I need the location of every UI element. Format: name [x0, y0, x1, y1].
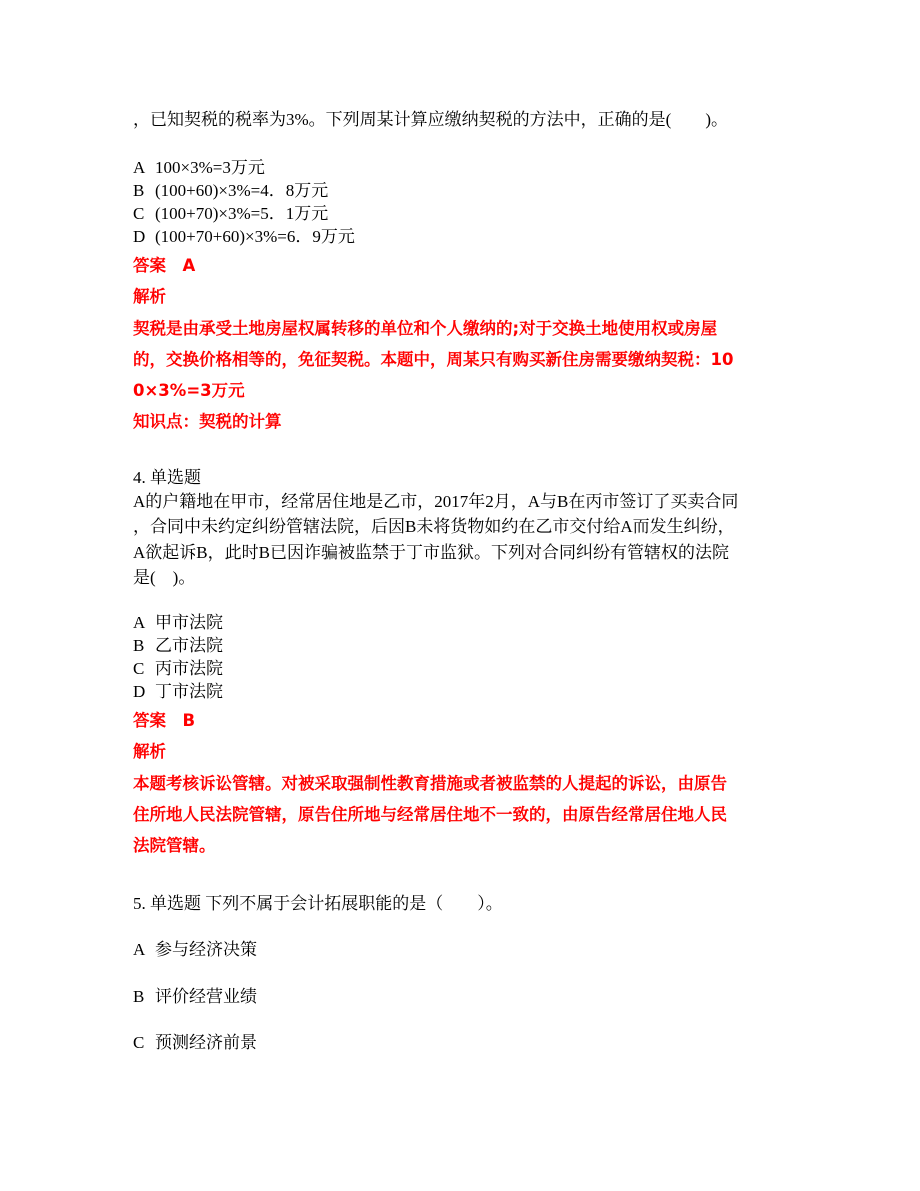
answer: 答案 B	[133, 711, 196, 730]
option-text: 评价经营业绩	[155, 987, 257, 1006]
option-b	[133, 635, 223, 657]
option-d	[133, 681, 223, 703]
option-text: 甲市法院	[155, 613, 223, 632]
option-text: (100+70)×3%=5．1万元	[155, 204, 329, 223]
option-letter: A	[133, 158, 146, 177]
analysis-line: 的，交换价格相等的，免征契税。本题中，周某只有购买新住房需要缴纳契税：10	[133, 350, 734, 369]
option-letter: A	[133, 613, 146, 632]
option-text: 预测经济前景	[155, 1033, 257, 1052]
option-letter: C	[133, 659, 145, 678]
question-stem-line: A欲起诉B，此时B已因诈骗被监禁于丁市监狱。下列对合同纠纷有管辖权的法院	[133, 543, 729, 562]
option-letter: C	[133, 1033, 145, 1052]
question-heading: 4. 单选题	[133, 468, 201, 487]
question-heading: 5. 单选题 下列不属于会计拓展职能的是（ ）。	[133, 894, 503, 913]
analysis-line: 0×3%=3万元	[133, 381, 245, 400]
knowledge-point: 知识点：契税的计算	[133, 412, 282, 431]
analysis-label: 解析	[133, 742, 166, 761]
option-letter: D	[133, 227, 146, 246]
option-letter: C	[133, 204, 145, 223]
option-c	[133, 1032, 257, 1054]
option-letter: A	[133, 940, 146, 959]
question-stem: ，已知契税的税率为3%。下列周某计算应缴纳契税的方法中，正确的是( )。	[133, 110, 728, 129]
option-b	[133, 986, 257, 1008]
option-b	[133, 180, 328, 202]
option-text: (100+60)×3%=4．8万元	[155, 181, 329, 200]
analysis-label: 解析	[133, 287, 166, 306]
analysis-line: 住所地人民法院管辖，原告住所地与经常居住地不一致的，由原告经常居住地人民	[133, 805, 727, 824]
option-c	[133, 203, 328, 225]
option-letter: B	[133, 636, 145, 655]
answer: 答案 A	[133, 256, 196, 275]
option-letter: B	[133, 987, 145, 1006]
question-stem-line: A的户籍地在甲市，经常居住地是乙市，2017年2月，A与B在丙市签订了买卖合同	[133, 492, 739, 511]
question-stem-line: 是( )。	[133, 568, 196, 587]
option-a	[133, 612, 223, 634]
analysis-line: 契税是由承受土地房屋权属转移的单位和个人缴纳的;对于交换土地使用权或房屋	[133, 319, 718, 338]
option-a	[133, 157, 265, 179]
option-text: 丙市法院	[155, 659, 223, 678]
analysis-line: 法院管辖。	[133, 836, 216, 855]
option-letter: B	[133, 181, 145, 200]
option-text: (100+70+60)×3%=6．9万元	[155, 227, 355, 246]
option-text: 100×3%=3万元	[155, 158, 265, 177]
option-c	[133, 658, 223, 680]
option-text: 丁市法院	[155, 682, 223, 701]
option-text: 参与经济决策	[155, 940, 257, 959]
option-letter: D	[133, 682, 146, 701]
question-stem-line: ，合同中未约定纠纷管辖法院，后因B未将货物如约在乙市交付给A而发生纠纷，	[133, 517, 735, 536]
option-text: 乙市法院	[155, 636, 223, 655]
analysis-line: 本题考核诉讼管辖。对被采取强制性教育措施或者被监禁的人提起的诉讼，由原告	[133, 774, 727, 793]
option-a	[133, 939, 257, 961]
option-d	[133, 226, 355, 248]
